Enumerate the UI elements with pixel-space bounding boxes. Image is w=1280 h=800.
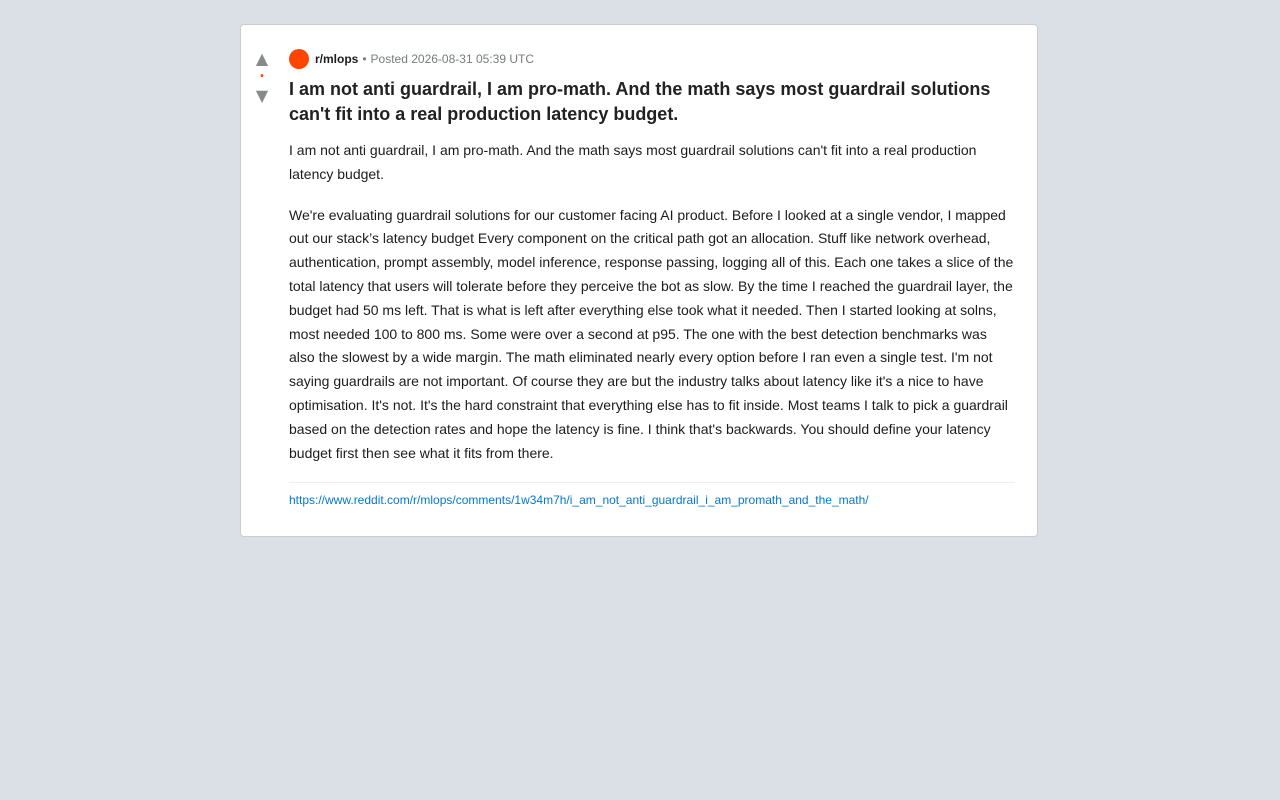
vote-score: • (260, 71, 264, 82)
downvote-arrow-icon[interactable]: ▼ (255, 86, 269, 105)
post-card (240, 24, 1038, 537)
meta-separator: • (362, 52, 367, 66)
post-title: I am not anti guardrail, I am pro-math. And the math says most guardrail solutions can't fit into a real production latency budget. (289, 79, 991, 124)
permalink[interactable]: https://www.reddit.com/r/mlops/comments/1w34m7h/i_am_not_anti_guardrail_i_am_promath_and_the_math/ (289, 493, 869, 508)
post-footer (289, 482, 1015, 508)
upvote-arrow-icon[interactable]: ▲ (255, 49, 269, 68)
subreddit-link[interactable]: r/mlops (315, 52, 359, 66)
post-meta (289, 49, 1015, 69)
post-content (289, 49, 1015, 508)
post-body (289, 139, 1015, 465)
post-timestamp: Posted 2026-08-31 05:39 UTC (370, 52, 534, 66)
post-paragraph: I am not anti guardrail, I am pro-math. And the math says most guardrail solutions can't fit into a real production latency budget. (289, 142, 977, 182)
subreddit-icon (289, 49, 309, 69)
post-paragraph: We're evaluating guardrail solutions for our customer facing AI product. Before I looked at a single vendor, I mapped out our stack’s latency budget Every component on the critical path got an allocation. Stuff like network overhead, authentication, prompt assembly, model inference, response passing, logging all of this. Each one takes a slice of the total latency that users will tolerate before they perceive the bot as slow. By the time I reached the guardrail layer, the budget had 50 ms left. That is what is left after everything else took what it needed. Then I started looking at solns, most needed 100 to 800 ms. Some were over a second at p95. The one with the best detection benchmarks was also the slowest by a wide margin. The math eliminated nearly every option before I ran even a single test. I'm not saying guardrails are not important. Of course they are but the industry talks about latency like it's a nice to have optimisation. It's not. It's the hard constraint that everything else has to fit inside. Most teams I talk to pick a guardrail based on the detection rates and hope the latency is fine. I think that's backwards. You should define your latency budget first then see what it fits from there. (289, 206, 1014, 461)
